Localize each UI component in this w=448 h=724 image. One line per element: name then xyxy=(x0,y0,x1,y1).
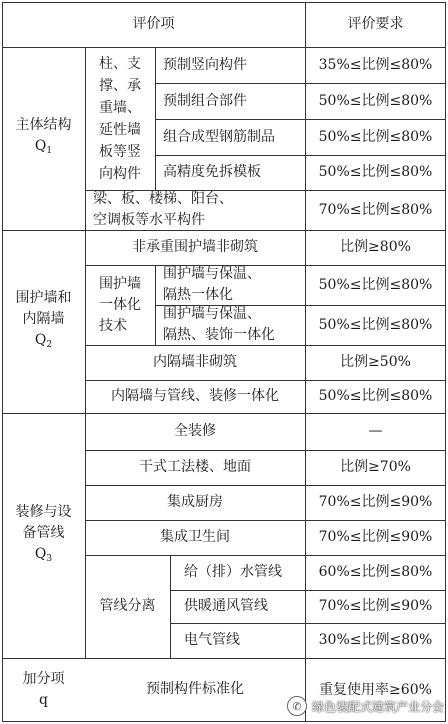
decoration-code xyxy=(16,544,72,570)
header-item xyxy=(2,2,305,47)
main-row-item: 高精度免拆模板 xyxy=(163,164,261,180)
envelope-code xyxy=(16,330,72,356)
integrated-row-line: 隔热、装饰一体化 xyxy=(163,327,275,343)
envelope-row-item: 内隔墙与管线、装修一体化 xyxy=(111,388,279,404)
main-row-req: 50%≤比例≤80% xyxy=(318,164,433,180)
pipe-row-req: 70%≤比例≤90% xyxy=(318,598,433,614)
horizontal-label-line: 空调板等水平构件 xyxy=(93,212,205,228)
decoration-code-sub: 3 xyxy=(46,553,53,564)
wechat-icon: ✆ xyxy=(287,696,307,716)
integrated-row-line: 隔热一体化 xyxy=(163,287,233,303)
integrated-row-item xyxy=(155,265,305,305)
main-code-letter: Q xyxy=(34,138,47,154)
envelope-row-item: 内隔墙非砌筑 xyxy=(153,354,237,370)
envelope-code-sub: 2 xyxy=(46,339,53,350)
envelope-row-item: 非承重围护墙非砌筑 xyxy=(132,239,258,255)
integrated-row-line: 围护墙与保温、 xyxy=(163,306,261,322)
envelope-row-req: 50%≤比例≤80% xyxy=(318,388,433,404)
vertical-label-line: 撑、承 xyxy=(99,77,141,94)
decoration-cell xyxy=(2,413,85,658)
main-row-item: 预制组合部件 xyxy=(163,92,247,109)
main-row-req: 35%≤比例≤80% xyxy=(318,56,433,73)
header-item-label: 评价项 xyxy=(132,16,175,32)
decoration-row-item: 集成卫生间 xyxy=(160,529,230,545)
envelope-row-req: 比例≥80% xyxy=(340,239,411,255)
decoration-label-line: 装修与设 xyxy=(15,503,72,520)
main-structure-cell xyxy=(2,47,85,230)
pipe-row-item: 给（排）水管线 xyxy=(184,564,282,580)
envelope-cell xyxy=(2,230,85,413)
main-row-item: 预制竖向构件 xyxy=(163,56,247,73)
vertical-components-cell xyxy=(85,47,155,190)
envelope-label-line: 内隔墙 xyxy=(22,310,65,327)
pipe-row-req: 30%≤比例≤80% xyxy=(318,632,433,648)
decoration-row-item: 集成厨房 xyxy=(167,494,223,510)
vertical-label-line: 柱、支 xyxy=(99,55,141,72)
integrated-tech-cell xyxy=(85,265,155,345)
vertical-label-line: 延性墙 xyxy=(99,121,141,138)
bonus-item: 预制构件标准化 xyxy=(146,681,244,697)
pipe-row-item: 供暖通风管线 xyxy=(184,598,268,614)
pipe-row-item: 电气管线 xyxy=(184,632,240,648)
envelope-label-line: 围护墙和 xyxy=(15,289,72,306)
main-row-req: 50%≤比例≤80% xyxy=(318,128,433,145)
decoration-code-letter: Q xyxy=(34,545,47,562)
decoration-row-req: 70%≤比例≤90% xyxy=(318,494,433,510)
bonus-req: 重复使用率≥60% xyxy=(319,682,432,698)
horizontal-req: 70%≤比例≤80% xyxy=(318,201,433,218)
decoration-row-req: 比例≥70% xyxy=(340,459,411,475)
envelope-row-req: 比例≥50% xyxy=(340,354,411,370)
integrated-label-line: 技术 xyxy=(99,317,127,334)
main-row-item: 组合成型钢筋制品 xyxy=(163,128,275,145)
decoration-row-req: — xyxy=(368,423,383,439)
horizontal-label-line: 梁、板、楼梯、阳台、 xyxy=(93,191,233,207)
decoration-row-item: 全装修 xyxy=(174,423,216,439)
integrated-row-req: 50%≤比例≤80% xyxy=(318,316,433,333)
integrated-row-req: 50%≤比例≤80% xyxy=(318,276,433,293)
header-requirement-label: 评价要求 xyxy=(347,16,404,32)
integrated-row-item xyxy=(155,305,305,345)
pipe-separation-cell: 管线分离 xyxy=(99,598,156,614)
integrated-row-line: 围护墙与保温、 xyxy=(163,266,261,282)
pipe-row-req: 60%≤比例≤80% xyxy=(318,564,433,580)
main-structure-label: 主体结构 xyxy=(15,117,72,133)
watermark xyxy=(287,696,444,716)
bonus-label: 加分项 xyxy=(22,670,65,687)
vertical-label-line: 板等竖 xyxy=(99,143,141,160)
main-row-req: 50%≤比例≤80% xyxy=(318,92,433,109)
bonus-cell xyxy=(2,658,85,721)
header-requirement xyxy=(305,2,446,47)
main-code-sub: 1 xyxy=(46,146,53,156)
horizontal-components-cell xyxy=(85,190,305,230)
integrated-label-line: 围护墙 xyxy=(99,275,141,292)
decoration-row-item: 干式工法楼、地面 xyxy=(139,459,251,475)
vertical-label-line: 向构件 xyxy=(99,165,141,182)
decoration-row-req: 70%≤比例≤90% xyxy=(318,529,433,545)
vertical-label-line: 重墙、 xyxy=(99,99,141,116)
bonus-code: q xyxy=(39,691,48,708)
watermark-text: 绿色装配式建筑产业分会 xyxy=(311,699,444,714)
integrated-label-line: 一体化 xyxy=(99,296,141,313)
envelope-code-letter: Q xyxy=(34,331,47,348)
decoration-label-line: 备管线 xyxy=(22,524,65,541)
main-structure-code xyxy=(16,136,72,162)
